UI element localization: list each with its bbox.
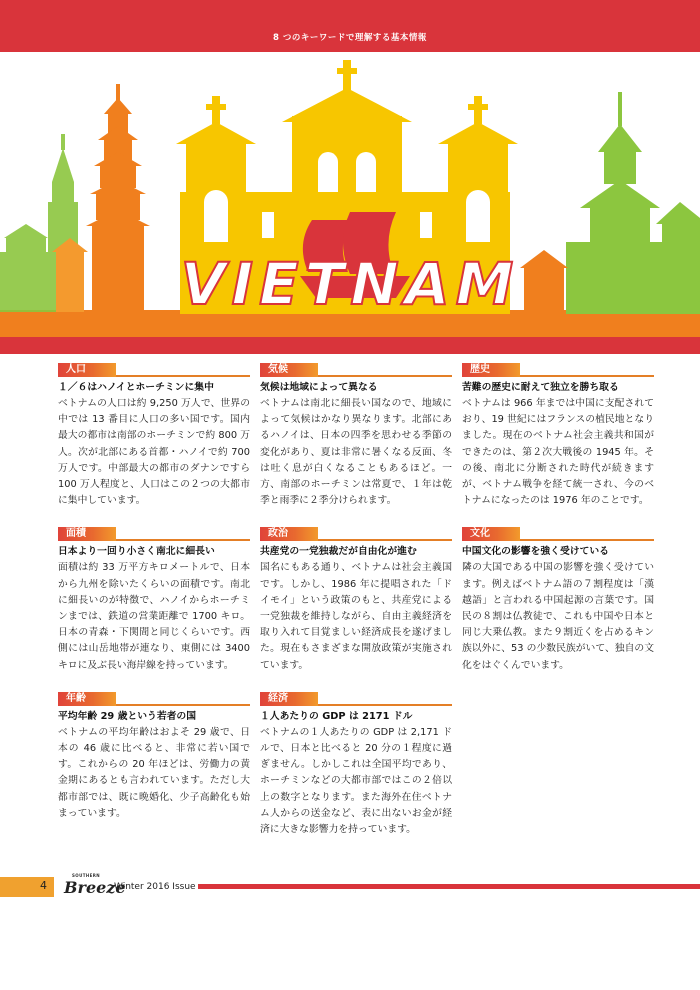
section-climate bbox=[260, 363, 452, 509]
green-pagoda-right bbox=[566, 92, 700, 314]
section-culture bbox=[462, 527, 654, 673]
section-age bbox=[58, 692, 250, 822]
footer-red-line bbox=[198, 884, 700, 889]
section-header bbox=[58, 363, 250, 377]
section-population bbox=[58, 363, 250, 509]
section-header bbox=[260, 527, 452, 541]
section-politics bbox=[260, 527, 452, 673]
section-header bbox=[260, 363, 452, 377]
section-header bbox=[58, 692, 250, 706]
column-middle bbox=[260, 363, 452, 856]
section-history bbox=[462, 363, 654, 509]
logo-main-text: Breeze bbox=[64, 878, 126, 897]
page-number: 4 bbox=[40, 879, 47, 892]
section-title: 気候 bbox=[260, 363, 318, 377]
section-body: 面積は約 33 万平方キロメートルで、日本から九州を除いたくらいの面積です。南北に細長いのが特徴で、ハノイからホーチミンまでは、鉄道の営業距離で 1700 キロ。日本の青森・下関間と同じくらいです。西側には山岳地帯が連なり、東側には 3400 キロに及ぶ長い海岸線を持っています。 bbox=[58, 562, 250, 671]
section-subtitle: 苦難の歴史に耐えて独立を勝ち取る bbox=[462, 382, 619, 393]
section-header bbox=[260, 692, 452, 706]
banner-word: VIETNAM bbox=[180, 250, 520, 318]
section-body: ベトナムは 966 年までは中国に支配されており、19 世紀にはフランスの植民地となりました。現在のベトナム社会主義共和国ができたのは、第２次大戦後の 1945 年。その後、南北に分断された時代が続きますが、ベトナム戦争を経て統一され、今のベトナムになったのは 1976 年のことです。 bbox=[462, 398, 654, 507]
section-header bbox=[462, 527, 654, 541]
top-bar bbox=[0, 0, 700, 52]
orange-pagoda bbox=[86, 84, 150, 314]
section-economy bbox=[260, 692, 452, 838]
skyline-illustration bbox=[0, 52, 700, 354]
orange-pillar-right bbox=[520, 250, 568, 314]
section-body: ベトナムの平均年齢はおよそ 29 歳で、日本の 46 歳に比べると、非常に若い国です。これからの 20 年ほどは、労働力の黄金期にあるとも言われています。ただし大都市部では、既に晩婚化、少子高齢化も始まっています。 bbox=[58, 726, 250, 819]
section-body: 国名にもある通り、ベトナムは社会主義国です。しかし、1986 年に提唱された「ドイモイ」という政策のもと、共産党による一党独裁を維持しながら、自由主義経済を取り入れて目覚ましい経済成長を遂げました。現在もさまざまな開放政策が実施されています。 bbox=[260, 562, 452, 671]
column-right bbox=[462, 363, 654, 692]
section-subtitle: １／６はハノイとホーチミンに集中 bbox=[58, 382, 214, 393]
section-subtitle: 中国文化の影響を強く受けている bbox=[462, 546, 609, 558]
section-subtitle: 日本より一回り小さく南北に細長い bbox=[58, 546, 215, 558]
section-header bbox=[58, 527, 250, 541]
section-title: 年齢 bbox=[58, 692, 116, 706]
section-subtitle: 共産党の一党独裁だが自由化が進む bbox=[260, 546, 417, 558]
section-subtitle: １人あたりの GDP は 2171 ドル bbox=[260, 710, 413, 722]
section-title: 歴史 bbox=[462, 363, 520, 377]
section-header bbox=[462, 363, 654, 377]
orange-tower-left bbox=[52, 238, 88, 312]
header-title: 8 つのキーワードで理解する基本情報 bbox=[273, 33, 427, 43]
column-left bbox=[58, 363, 250, 840]
section-title: 政治 bbox=[260, 527, 318, 541]
breeze-logo bbox=[64, 873, 126, 899]
vietnam-skyline-banner bbox=[0, 52, 700, 354]
logo-small-text: SOUTHERN bbox=[72, 873, 100, 878]
section-subtitle: 気候は地域によって異なる bbox=[260, 382, 378, 393]
section-title: 人口 bbox=[58, 363, 116, 377]
issue-label: Winter 2016 Issue bbox=[114, 882, 196, 892]
section-body: ベトナムの１人あたりの GDP は 2,171 ドルで、日本と比べると 20 分の１程度に過ぎません。しかしこれは全国平均であり、ホーチミンなどの大都市部ではこの２倍以上の数字となります。また海外在住ベトナム人からの送金など、表に出ないお金が経済に大きな影響力を持っています。 bbox=[260, 726, 452, 836]
section-body: ベトナムは南北に細長い国なので、地域によって気候はかなり異なります。北部にあるハノイは、日本の四季を思わせる季節の変化があり、夏は非常に暑くなる反面、冬は吐く息が白くなることもあるほど。一方、南部のホーチミンは常夏で、１年は乾季と雨季に２季分けられます。 bbox=[260, 398, 452, 507]
section-title: 文化 bbox=[462, 527, 520, 541]
section-title: 経済 bbox=[260, 692, 318, 706]
section-subtitle: 平均年齢 29 歳という若者の国 bbox=[58, 710, 197, 722]
section-area bbox=[58, 527, 250, 673]
section-title: 面積 bbox=[58, 527, 116, 541]
section-body: 隣の大国である中国の影響を強く受けています。例えばベトナム語の７割程度は「漢越語」と言われる中国起源の言葉です。国民の８割は仏教徒で、これも中国や日本と同じ大乗仏教。また９割近くを占めるキン族以外に、53 の少数民族がいて、独自の文化をはぐくんでいます。 bbox=[462, 562, 654, 671]
section-body: ベトナムの人口は約 9,250 万人で、世界の中では 13 番目に人口の多い国です。国内最大の都市は南部のホーチミンで約 800 万人。次が北部にある首都・ハノイで約 700 万人です。中部最大の都市のダナンですら 100 万人程度と、人口はこの２つの大都市に集中しています。 bbox=[58, 398, 250, 507]
